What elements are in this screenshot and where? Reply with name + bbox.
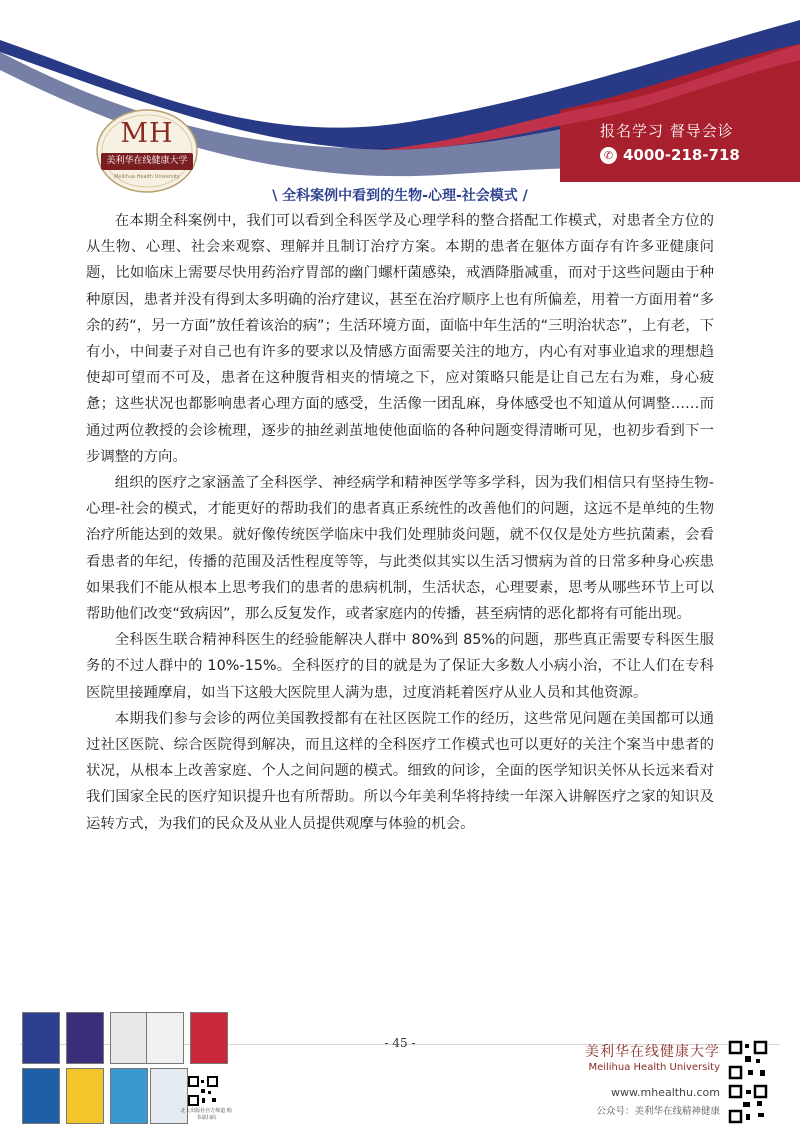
book-cover — [110, 1068, 148, 1124]
phone-icon: ✆ — [600, 147, 617, 164]
university-english: Meilihua Health University — [588, 1062, 720, 1073]
book-cover — [146, 1012, 184, 1064]
logo-ribbon: 美利华在线健康大学 — [101, 153, 193, 170]
paragraph: 本期我们参与会诊的两位美国教授都有在社区医院工作的经历，这些常见问题在美国都可以通过社区医院、综合医院得到解决，而且这样的全科医疗工作模式也可以更好的关注个案当中患者的状况，从根本上改善家庭、个人之间问题的模式。细致的问诊，全面的医学知识关怀从长远来看对我们国家全民的医疗知识提升也有所帮助。所以今年美利华将持续一年深入讲解医疗之家的知识及运转方式，为我们的民众及从业人员提供观摩与体验的机会。 — [86, 710, 714, 832]
book-cover — [190, 1012, 228, 1064]
books-caption: 北大出版社官方频道 购书请扫码 — [180, 1108, 232, 1121]
wechat-account: 公众号：美利华在线精神健康 — [596, 1106, 720, 1117]
mh-logo — [95, 108, 199, 194]
book-cover — [22, 1068, 60, 1124]
logo-english: Meilihua Health University — [114, 174, 180, 180]
header-contact — [600, 120, 780, 164]
book-cover — [66, 1012, 104, 1064]
book-cover — [22, 1012, 60, 1064]
article-body — [86, 208, 714, 837]
phone-number: 4000-218-718 — [623, 146, 740, 164]
university-name: 美利华在线健康大学 — [585, 1044, 720, 1060]
page-number: - 45 - — [384, 1036, 416, 1050]
paragraph: 全科医生联合精神科医生的经验能解决人群中 80%到 85%的问题，那些真正需要专科医生服务的不过人群中的 10%-15%。全科医疗的目的就是为了保证大多数人小病小治，不让人们在专科医院里接踵摩肩，如当下这般大医院里人满为患，过度消耗着医疗从业人员和其他资源。 — [86, 632, 714, 701]
logo-mh-text: MH — [120, 118, 174, 149]
book-cover — [66, 1068, 104, 1124]
book-cover — [110, 1012, 148, 1064]
phone-row — [600, 146, 780, 164]
paragraph: 在本期全科案例中，我们可以看到全科医学及心理学科的整合搭配工作模式，对患者全方位的从生物、心理、社会来观察、理解并且制订治疗方案。本期的患者在躯体方面存有许多亚健康问题，比如临床上需要尽快用药治疗胃部的幽门螺杆菌感染，戒酒降脂减重，而对于这些问题由于种种原因，患者并没有得到太多明确的治疗建议，甚至在治疗顺序上也有所偏差，用着一方面用着“多余的药“，另一方面”放任着该治的病”；生活环境方面，面临中年生活的“三明治状态”，上有老，下有小，中间妻子对自己也有许多的要求以及情感方面需要关注的地方，内心有对事业追求的理想趋使却可望而不可及，患者在这种腹背相夹的情境之下，应对策略只能是让自己左右为难，身心疲惫；这些状况也都影响患者心理方面的感受，生活像一团乱麻，身体感受也不知道从何调整……而通过两位教授的会诊梳理，逐步的抽丝剥茧地使他面临的各种问题变得清晰可见，也初步看到下一步调整的方向。 — [86, 213, 714, 465]
books-qr-code — [188, 1076, 218, 1106]
wechat-qr-code — [728, 1084, 768, 1124]
section-title: \ 全科案例中看到的生物-心理-社会模式 / — [272, 188, 528, 204]
website-url: www.mhealthu.com — [611, 1086, 720, 1099]
paragraph: 组织的医疗之家涵盖了全科医学、神经病学和精神医学等多学科，因为我们相信只有坚持生物-心理-社会的模式，才能更好的帮助我们的患者真正系统性的改善他们的问题，这远不是单纯的生物治疗所能达到的效果。就好像传统医学临床中我们处理肺炎问题，就不仅仅是处方些抗菌素，会看看患者的年纪，传播的范围及活性程度等等，与此类似其实以生活习惯病为首的日常多种身心疾患如果我们不能从根本上思考我们的患者的患病机制，生活状态，心理要素，思考从哪些环节上可以帮助他们改变“致病因”，那么反复发作，或者家庭内的传播，甚至病情的恶化都将有可能出现。 — [86, 475, 714, 623]
website-qr-code — [728, 1040, 768, 1080]
header-slogan: 报名学习 督导会诊 — [600, 122, 734, 140]
